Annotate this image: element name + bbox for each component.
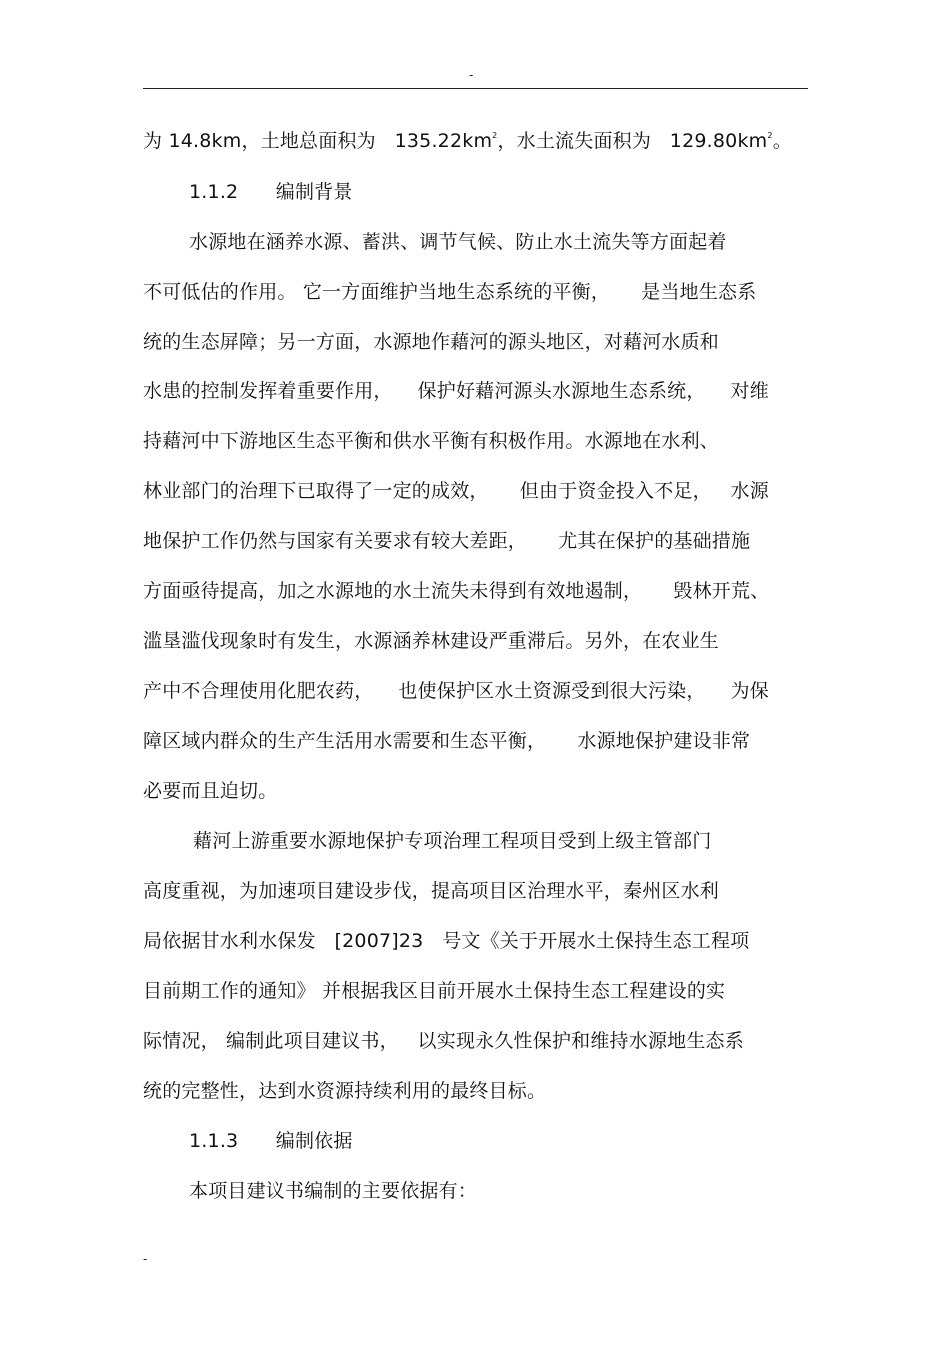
paragraph-line: 持藉河中下游地区生态平衡和供水平衡有积极作用。水源地在水利、 — [143, 430, 720, 452]
paragraph-line: 地保护工作仍然与国家有关要求有较大差距， 尤其在保护的基础措施 — [143, 530, 751, 552]
superscript: 2 — [492, 131, 498, 140]
text-line-area-summary — [143, 130, 792, 152]
section-heading-1-1-3: 1.1.3 编制依据 — [189, 1130, 353, 1152]
paragraph-line: 不可低估的作用。 它一方面维护当地生态系统的平衡， 是当地生态系 — [143, 281, 757, 303]
paragraph-line: 际情况， 编制此项目建议书， 以实现永久性保护和维持水源地生态系 — [143, 1030, 744, 1052]
paragraph-line: 本项目建议书编制的主要依据有： — [189, 1180, 478, 1202]
paragraph-line: 方面亟待提高，加之水源地的水土流失未得到有效地遏制， 毁林开荒、 — [143, 580, 770, 602]
superscript: 2 — [767, 131, 773, 140]
paragraph-line: 必要而且迫切。 — [143, 780, 278, 802]
paragraph-line: 统的完整性，达到水资源持续利用的最终目标。 — [143, 1080, 547, 1102]
paragraph-line: 统的生态屏障；另一方面，水源地作藉河的源头地区，对藉河水质和 — [143, 331, 720, 353]
text-segment: 。 — [772, 130, 792, 152]
paragraph-line: 林业部门的治理下已取得了一定的成效， 但由于资金投入不足， 水源 — [143, 480, 769, 502]
paragraph-line: 藉河上游重要水源地保护专项治理工程项目受到上级主管部门 — [193, 830, 712, 852]
paragraph-line: 目前期工作的通知》 并根据我区目前开展水土保持生态工程建设的实 — [143, 980, 726, 1002]
paragraph-line: 滥垦滥伐现象时有发生，水源涵养林建设严重滞后。另外，在农业生 — [143, 630, 720, 652]
paragraph-line: 局依据甘水利水保发 [2007]23 号文《关于开展水土保持生态工程项 — [143, 930, 750, 952]
paragraph-line: 障区域内群众的生产生活用水需要和生态平衡， 水源地保护建设非常 — [143, 730, 751, 752]
header-mark: - — [469, 68, 474, 82]
text-segment: 为 14.8km，土地总面积为 135.22km — [143, 130, 493, 152]
paragraph-line: 水患的控制发挥着重要作用， 保护好藉河源头水源地生态系统， 对维 — [143, 380, 769, 402]
paragraph-line: 水源地在涵养水源、蓄洪、调节气候、防止水土流失等方面起着 — [189, 231, 727, 253]
header-rule — [143, 88, 808, 89]
text-segment: ，水土流失面积为 129.80km — [497, 130, 768, 152]
paragraph-line: 高度重视，为加速项目建设步伐，提高项目区治理水平，秦州区水利 — [143, 880, 720, 902]
footer-mark: - — [143, 1252, 148, 1266]
paragraph-line: 产中不合理使用化肥农药， 也使保护区水土资源受到很大污染， 为保 — [143, 680, 769, 702]
section-heading-1-1-2: 1.1.2 编制背景 — [189, 181, 353, 203]
